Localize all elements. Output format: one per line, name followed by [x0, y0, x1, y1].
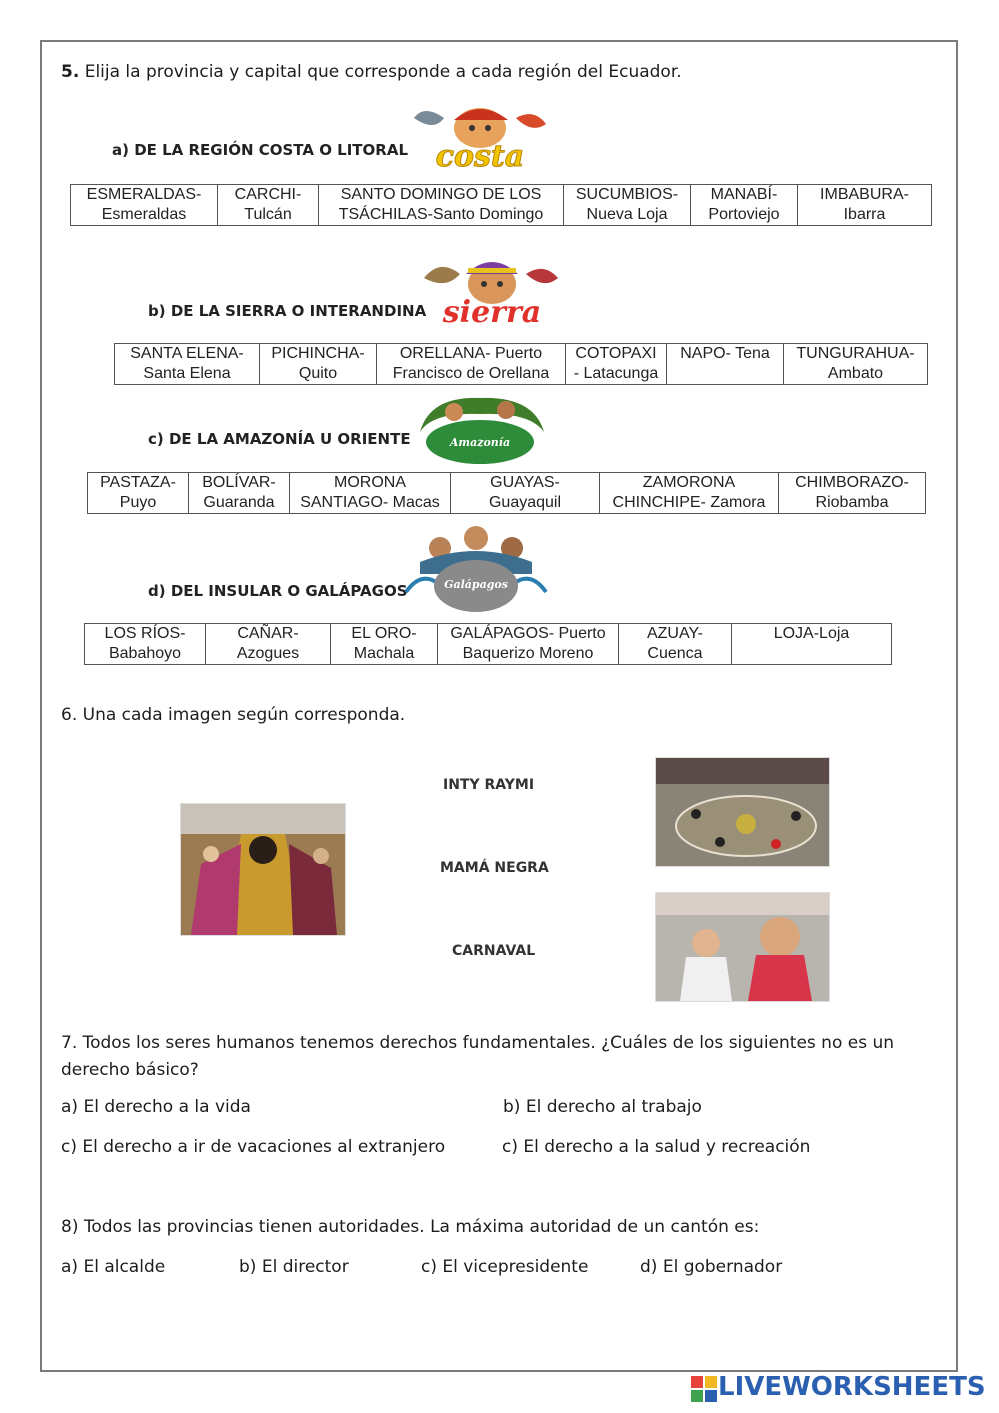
q8-prompt: 8) Todos las provincias tienen autoridades. La máxima autoridad de un cantón es: [61, 1217, 760, 1237]
option-cell[interactable]: COTOPAXI - Latacunga [566, 344, 667, 385]
q5-prompt [61, 62, 682, 82]
sierra-emblem-word: sierra [442, 295, 542, 326]
option-cell[interactable]: CAÑAR- Azogues [206, 624, 331, 665]
q5-text: Elija la provincia y capital que corresponde a cada región del Ecuador. [84, 62, 682, 82]
q7-option-c1[interactable]: c) El derecho a ir de vacaciones al extranjero [61, 1137, 446, 1157]
costa-emblem-word: costa [435, 139, 525, 172]
amazonia-emblem-icon [410, 392, 552, 472]
label-mama-negra[interactable]: MAMÁ NEGRA [440, 860, 549, 876]
galapagos-emblem-word: Galápagos [444, 578, 508, 591]
sierra-emblem-icon [416, 252, 566, 326]
option-cell[interactable]: MANABÍ- Portoviejo [691, 185, 798, 226]
section-a-options [70, 184, 932, 226]
q8-option-c[interactable]: c) El vicepresidente [421, 1257, 589, 1277]
option-cell[interactable]: EL ORO- Machala [331, 624, 438, 665]
section-a-label: a) DE LA REGIÓN COSTA O LITORAL [112, 141, 409, 159]
q7-option-a[interactable]: a) El derecho a la vida [61, 1097, 251, 1117]
option-cell[interactable]: NAPO- Tena [667, 344, 784, 385]
option-cell[interactable]: SANTA ELENA- Santa Elena [115, 344, 260, 385]
q5-number: 5. [61, 62, 80, 82]
carnaval-photo[interactable] [655, 892, 830, 1002]
option-cell[interactable]: CARCHI- Tulcán [218, 185, 319, 226]
liveworksheets-brand: LIVEWORKSHEETS [718, 1372, 986, 1402]
option-cell[interactable]: TUNGURAHUA- Ambato [784, 344, 928, 385]
section-b-label: b) DE LA SIERRA O INTERANDINA [148, 302, 427, 320]
option-cell[interactable]: BOLÍVAR- Guaranda [189, 473, 290, 514]
q7-prompt: 7. Todos los seres humanos tenemos derechos fundamentales. ¿Cuáles de los siguientes no es un derecho básico? [61, 1033, 895, 1080]
option-cell[interactable]: SANTO DOMINGO DE LOS TSÁCHILAS-Santo Domingo [319, 185, 564, 226]
q8-option-a[interactable]: a) El alcalde [61, 1257, 166, 1277]
section-c-options [87, 472, 926, 514]
option-cell[interactable]: AZUAY- Cuenca [619, 624, 732, 665]
galapagos-emblem-icon [400, 522, 552, 618]
option-cell[interactable]: PICHINCHA- Quito [260, 344, 377, 385]
section-b-options [114, 343, 928, 385]
section-c-label: c) DE LA AMAZONÍA U ORIENTE [148, 430, 411, 448]
option-cell[interactable]: CHIMBORAZO- Riobamba [779, 473, 926, 514]
option-cell[interactable]: ZAMORONA CHINCHIPE- Zamora [600, 473, 779, 514]
option-cell[interactable]: IMBABURA- Ibarra [798, 185, 932, 226]
costa-emblem-icon [404, 98, 556, 172]
section-d-options [84, 623, 892, 665]
label-carnaval[interactable]: CARNAVAL [452, 943, 536, 959]
amazonia-emblem-word: Amazonía [449, 436, 511, 449]
option-cell[interactable]: SUCUMBIOS- Nueva Loja [564, 185, 691, 226]
option-cell[interactable]: GALÁPAGOS- Puerto Baquerizo Moreno [438, 624, 619, 665]
option-cell[interactable]: ORELLANA- Puerto Francisco de Orellana [377, 344, 566, 385]
q6-prompt: 6. Una cada imagen según corresponda. [61, 705, 406, 725]
liveworksheets-logo-icon [691, 1376, 717, 1402]
q8-option-b[interactable]: b) El director [239, 1257, 349, 1277]
section-d-label: d) DEL INSULAR O GALÁPAGOS [148, 582, 408, 600]
q8-option-d[interactable]: d) El gobernador [640, 1257, 783, 1277]
inty-raymi-photo[interactable] [655, 757, 830, 867]
q7-option-b[interactable]: b) El derecho al trabajo [503, 1097, 702, 1117]
q7-option-c2[interactable]: c) El derecho a la salud y recreación [502, 1137, 811, 1157]
option-cell[interactable]: LOS RÍOS- Babahoyo [85, 624, 206, 665]
option-cell[interactable]: ESMERALDAS- Esmeraldas [71, 185, 218, 226]
mama-negra-photo[interactable] [180, 803, 346, 936]
option-cell[interactable]: PASTAZA- Puyo [88, 473, 189, 514]
option-cell[interactable]: MORONA SANTIAGO- Macas [290, 473, 451, 514]
option-cell[interactable]: GUAYAS- Guayaquil [451, 473, 600, 514]
label-inty-raymi[interactable]: INTY RAYMI [443, 777, 535, 793]
option-cell[interactable]: LOJA-Loja [732, 624, 892, 665]
